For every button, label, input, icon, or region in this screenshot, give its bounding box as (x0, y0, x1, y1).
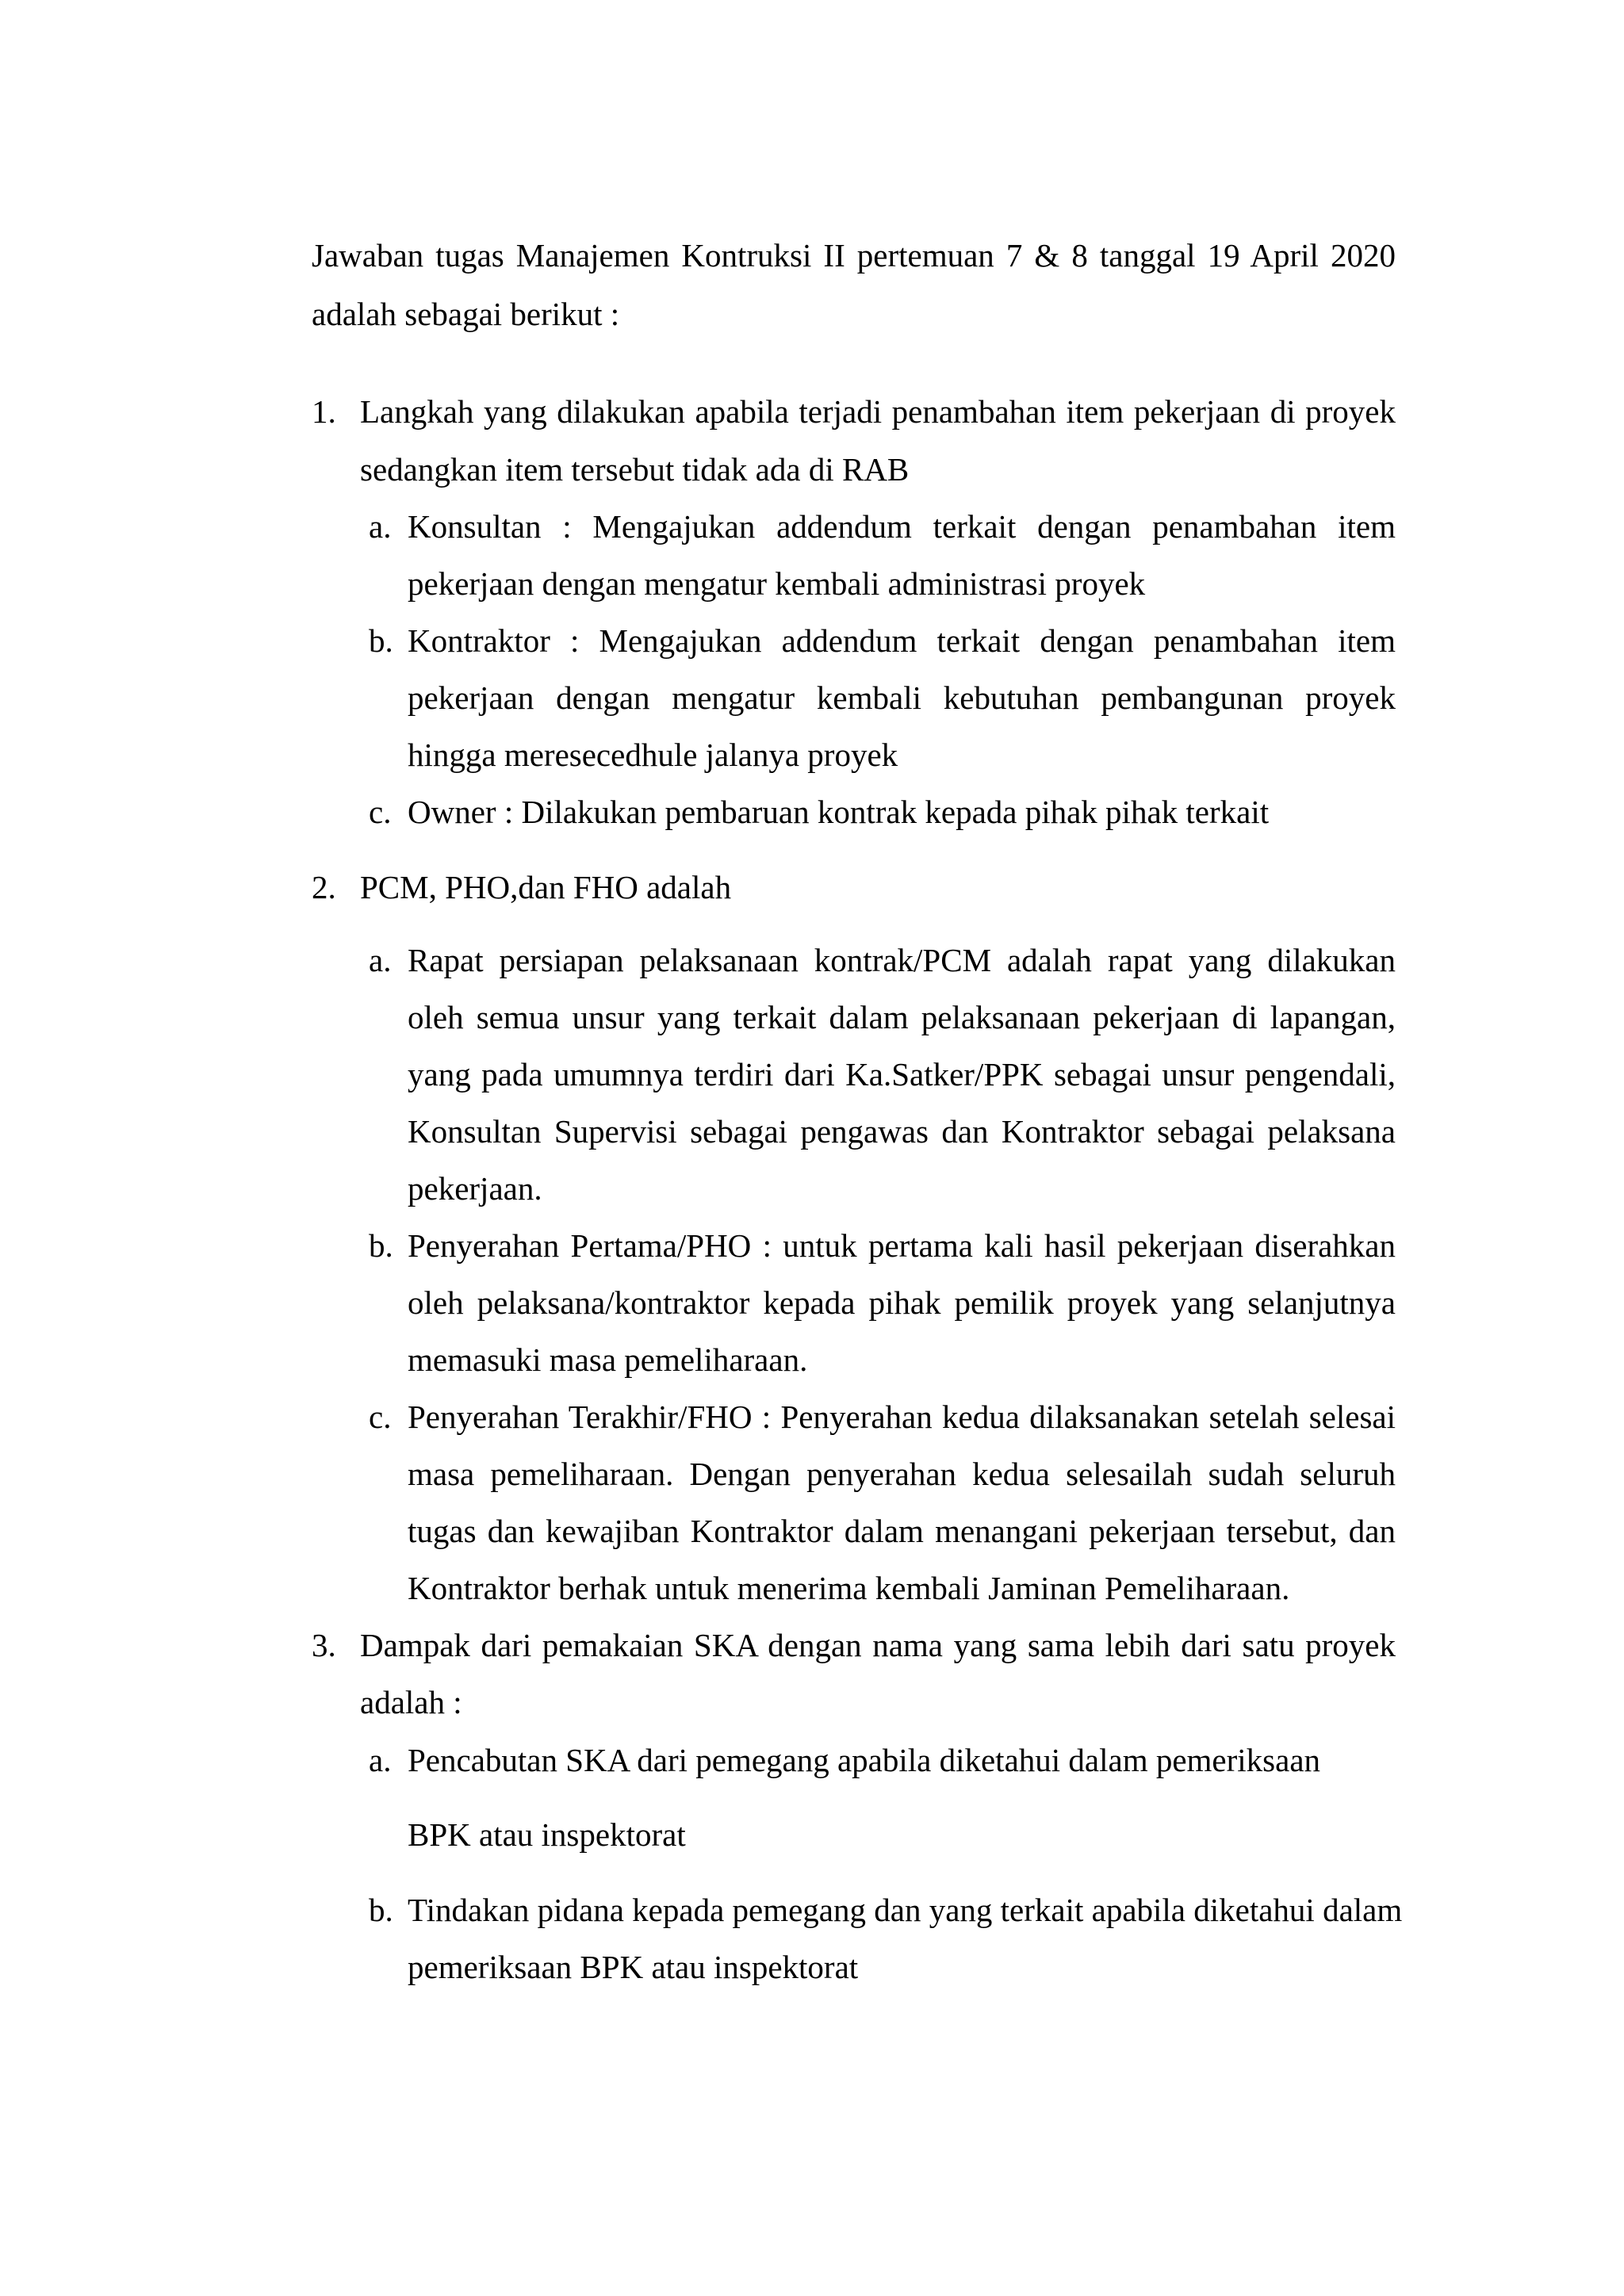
q3-line-2: adalah : (360, 1684, 462, 1720)
q2-c-marker: c. (369, 1399, 392, 1435)
q1-line-2: sedangkan item tersebut tidak ada di RAB (360, 451, 910, 488)
q1-b-line-1: Kontraktor : Mengajukan addendum terkait dengan penambahan item (408, 622, 1396, 659)
q1-b-line-2: pekerjaan dengan mengatur kembali kebutuhan pembangunan proyek (408, 679, 1396, 716)
q1-a-marker: a. (369, 508, 392, 545)
q3-a-line-2: BPK atau inspektorat (408, 1816, 686, 1853)
q2-a-marker: a. (369, 942, 392, 978)
q2-a-line-1: Rapat persiapan pelaksanaan kontrak/PCM adalah rapat yang dilakukan (408, 942, 1396, 978)
intro-line-2: adalah sebagai berikut : (312, 296, 620, 332)
q3-marker: 3. (312, 1627, 336, 1663)
q2-a-line-3: yang pada umumnya terdiri dari Ka.Satker/PPK sebagai unsur pengendali, (408, 1056, 1396, 1093)
q2-c-line-2: masa pemeliharaan. Dengan penyerahan kedua selesailah sudah seluruh (408, 1456, 1396, 1492)
q3-b-line-1: Tindakan pidana kepada pemegang dan yang terkait apabila diketahui dalam (408, 1892, 1403, 1928)
q1-marker: 1. (312, 393, 336, 430)
q1-c-line-1: Owner : Dilakukan pembaruan kontrak kepada pihak pihak terkait (408, 794, 1270, 830)
q1-c-marker: c. (369, 794, 392, 830)
q1-b-marker: b. (369, 622, 393, 659)
q2-b-line-1: Penyerahan Pertama/PHO : untuk pertama kali hasil pekerjaan diserahkan (408, 1227, 1396, 1264)
q1-line-1: Langkah yang dilakukan apabila terjadi penambahan item pekerjaan di proyek (360, 393, 1396, 430)
intro-line-1: Jawaban tugas Manajemen Kontruksi II pertemuan 7 & 8 tanggal 19 April 2020 (312, 237, 1396, 274)
q2-a-line-2: oleh semua unsur yang terkait dalam pelaksanaan pekerjaan di lapangan, (408, 999, 1396, 1035)
q3-b-marker: b. (369, 1892, 393, 1928)
q2-c-line-3: tugas dan kewajiban Kontraktor dalam menangani pekerjaan tersebut, dan (408, 1513, 1396, 1549)
q2-a-line-4: Konsultan Supervisi sebagai pengawas dan Kontraktor sebagai pelaksana (408, 1113, 1396, 1150)
q3-a-line-1: Pencabutan SKA dari pemegang apabila diketahui dalam pemeriksaan (408, 1742, 1321, 1778)
q2-line-1: PCM, PHO,dan FHO adalah (360, 869, 732, 905)
q2-b-line-3: memasuki masa pemeliharaan. (408, 1341, 808, 1378)
q2-b-marker: b. (369, 1227, 393, 1264)
q2-b-line-2: oleh pelaksana/kontraktor kepada pihak pemilik proyek yang selanjutnya (408, 1284, 1396, 1321)
q2-a-line-5: pekerjaan. (408, 1170, 542, 1207)
q1-b-line-3: hingga meresecedhule jalanya proyek (408, 737, 898, 773)
q2-marker: 2. (312, 869, 336, 905)
q3-a-marker: a. (369, 1742, 392, 1778)
q2-c-line-1: Penyerahan Terakhir/FHO : Penyerahan kedua dilaksanakan setelah selesai (408, 1399, 1396, 1435)
q1-a-line-1: Konsultan : Mengajukan addendum terkait dengan penambahan item (408, 508, 1396, 545)
q2-c-line-4: Kontraktor berhak untuk menerima kembali Jaminan Pemeliharaan. (408, 1570, 1290, 1606)
q1-a-line-2: pekerjaan dengan mengatur kembali administrasi proyek (408, 565, 1146, 602)
q3-b-line-2: pemeriksaan BPK atau inspektorat (408, 1949, 859, 1985)
q3-line-1: Dampak dari pemakaian SKA dengan nama yang sama lebih dari satu proyek (360, 1627, 1396, 1663)
